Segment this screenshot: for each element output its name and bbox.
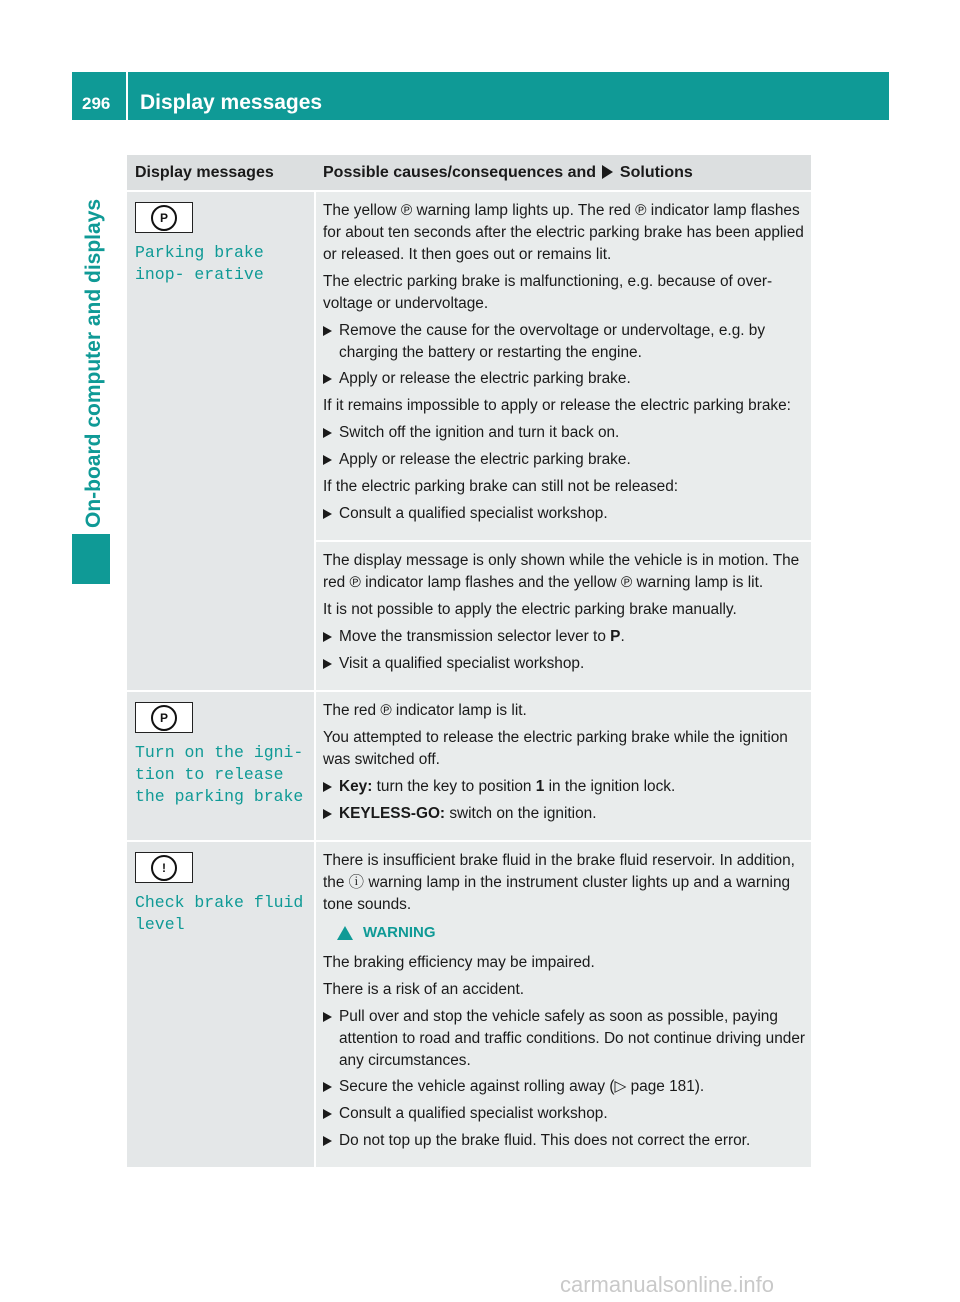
step-arrow-icon bbox=[323, 776, 339, 799]
step-arrow-icon bbox=[323, 368, 339, 391]
message-cell bbox=[127, 842, 314, 1167]
list-item: KEYLESS-GO: switch on the ignition. bbox=[323, 803, 805, 826]
display-message: Check brake fluid level bbox=[135, 893, 304, 934]
list-item: Remove the cause for the overvoltage or undervoltage, e.g. by charging the battery or restarting the engine. bbox=[323, 320, 805, 364]
message-cell bbox=[127, 192, 314, 690]
section-label: On-board computer and displays bbox=[82, 198, 105, 528]
step-arrow-icon bbox=[323, 1076, 339, 1099]
step-arrow-icon bbox=[323, 503, 339, 526]
step-arrow-icon bbox=[323, 803, 339, 826]
list-item: Consult a qualified specialist workshop. bbox=[323, 1103, 805, 1126]
step-arrow-icon bbox=[323, 320, 339, 364]
list-item: Visit a qualified specialist workshop. bbox=[323, 653, 805, 676]
list-item: Pull over and stop the vehicle safely as soon as possible, paying attention to road and traffic conditions. Do not continue driving under any circumstances. bbox=[323, 1006, 805, 1072]
watermark: carmanualsonline.info bbox=[560, 1272, 775, 1297]
brake-warning-icon: ! bbox=[135, 852, 193, 883]
warning-heading: WARNING bbox=[323, 922, 805, 944]
arrow-right-icon bbox=[602, 165, 613, 179]
step-arrow-icon bbox=[323, 422, 339, 445]
solution-cell: The red ℗ indicator lamp is lit. You attempted to release the electric parking brake while the ignition was switched off. Key: turn the key to position 1 in the ignition lock. KEYLESS-GO: switch on the ignition. bbox=[316, 692, 811, 840]
message-cell bbox=[127, 692, 314, 840]
step-arrow-icon bbox=[323, 449, 339, 472]
table-row bbox=[127, 842, 811, 1167]
page-number: 296 bbox=[82, 94, 111, 113]
list-item: Move the transmission selector lever to P. bbox=[323, 626, 805, 649]
table-header bbox=[127, 155, 811, 190]
solution-cell: The yellow ℗ warning lamp lights up. The red ℗ indicator lamp flashes for about ten seconds after the electric parking brake has been applied or released. It then goes out or remains lit. The electric parking brake is malfunctioning, e.g. because of overvoltage or undervoltage. Remove the cause for the overvoltage or undervoltage, e.g. by charging the battery or restarting the engine. Apply or release the electric parking brake. If it remains impossible to apply or release the electric parking brake: Switch off the ignition and turn it back on. Apply or release the electric parking brake. If the electric parking brake can still not be released: Consult a qualified specialist workshop. bbox=[316, 192, 811, 540]
step-arrow-icon bbox=[323, 653, 339, 676]
list-item: Apply or release the electric parking brake. bbox=[323, 368, 805, 391]
warning-triangle-icon bbox=[337, 926, 353, 940]
page-title: Display messages bbox=[140, 91, 323, 114]
display-messages-table bbox=[127, 155, 811, 1167]
list-item: Apply or release the electric parking brake. bbox=[323, 449, 805, 472]
section-tab bbox=[72, 534, 110, 584]
list-item: Switch off the ignition and turn it back on. bbox=[323, 422, 805, 445]
list-item: Secure the vehicle against rolling away (▷ page 181). bbox=[323, 1076, 805, 1099]
table-row bbox=[127, 692, 811, 840]
list-item: Key: turn the key to position 1 in the ignition lock. bbox=[323, 776, 805, 799]
parking-brake-icon: P bbox=[135, 202, 193, 233]
col-header-messages: Display messages bbox=[135, 163, 274, 181]
display-message: Parking brake inop‐ erative bbox=[135, 243, 264, 284]
list-item: Consult a qualified specialist workshop. bbox=[323, 503, 805, 526]
header-divider bbox=[126, 72, 128, 120]
step-arrow-icon bbox=[323, 1103, 339, 1126]
list-item: Do not top up the brake fluid. This does not correct the error. bbox=[323, 1130, 805, 1153]
step-arrow-icon bbox=[323, 1006, 339, 1072]
solution-cell: The display message is only shown while the vehicle is in motion. The red ℗ indicator lamp flashes and the yellow ℗ warning lamp is lit. It is not possible to apply the electric parking brake manually. Move the transmission selector lever to P. Visit a qualified specialist workshop. bbox=[316, 542, 811, 690]
display-message: Turn on the igni‐ tion to release the parking brake bbox=[135, 743, 304, 806]
step-arrow-icon bbox=[323, 1130, 339, 1153]
step-arrow-icon bbox=[323, 626, 339, 649]
parking-brake-icon: P bbox=[135, 702, 193, 733]
solution-cell: There is insufficient brake fluid in the brake fluid reservoir. In addition, the ⓘ warning lamp in the instrument cluster lights up and a warning tone sounds. WARNING The braking efficiency may be impaired. There is a risk of an accident. Pull over and stop the vehicle safely as soon as possible, paying attention to road and traffic conditions. Do not continue driving under any circumstances. Secure the vehicle against rolling away (▷ page 181). Consult a qualified specialist workshop. Do not top up the brake fluid. This does not correct the error. bbox=[316, 842, 811, 1167]
table-row bbox=[127, 192, 811, 690]
col-header-solutions: Possible causes/consequences and Solutions bbox=[323, 163, 693, 181]
